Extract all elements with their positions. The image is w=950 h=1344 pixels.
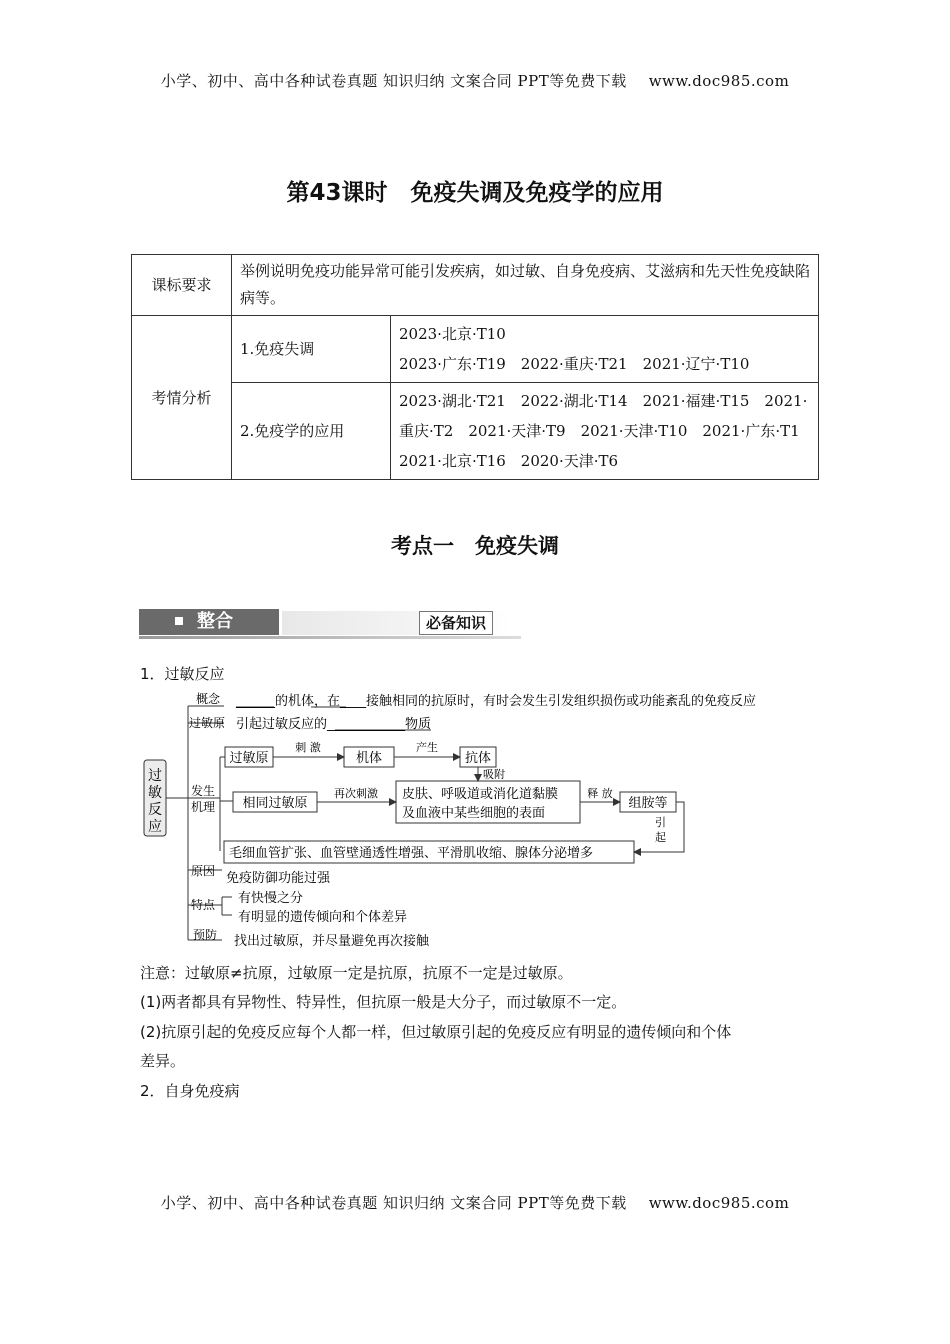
- arrow-label: 再次刺激: [334, 787, 378, 800]
- note-text: (2)抗原引起的免疫反应每个人都一样，但过敏原引起的免疫反应有明显的遗传倾向和个体: [140, 1023, 732, 1041]
- arrow-label: 刺 激: [295, 741, 321, 754]
- adsorb-label: 吸附: [483, 768, 505, 781]
- root-char: 反: [148, 802, 162, 818]
- banner-main: 整合: [139, 609, 279, 635]
- root-char: 敏: [148, 785, 162, 801]
- box-antibody: 抗体: [464, 751, 492, 766]
- feature-label: 特点: [191, 898, 216, 912]
- page-footer: 小学、初中、高中各种试卷真题 知识归纳 文案合同 PPT等免费下载 www.doc985.com: [160, 1194, 790, 1212]
- table-cell: 2.免疫学的应用: [232, 383, 391, 480]
- mech-label: 发生: [191, 784, 216, 798]
- box-effects: 毛细血管扩张、血管壁通透性增强、平滑肌收缩、腺体分泌增多: [229, 846, 594, 861]
- arrow-label: 产生: [416, 741, 438, 754]
- page-header: 小学、初中、高中各种试卷真题 知识归纳 文案合同 PPT等免费下载 www.doc985.com: [160, 72, 790, 90]
- mech-label: 机理: [191, 800, 216, 814]
- concept-label: 概念: [196, 692, 221, 706]
- allergen-label: 过敏原: [189, 716, 226, 730]
- feature-text: 有明显的遗传倾向和个体差异: [238, 910, 408, 925]
- item-heading: 2．自身免疫病: [140, 1082, 240, 1100]
- reason-text: 免疫防御功能过强: [226, 871, 331, 886]
- table-cell: 1.免疫失调: [232, 316, 391, 383]
- box-histamine: 组胺等: [628, 796, 668, 811]
- cause-char: 起: [655, 831, 666, 844]
- prevent-text: 找出过敏原，并尽量避免再次接触: [234, 934, 430, 949]
- box-same-allergen: 相同过敏原: [242, 796, 308, 811]
- box-allergen: 过敏原: [229, 751, 269, 766]
- table-label: 课标要求: [132, 255, 232, 316]
- reason-label: 原因: [191, 864, 216, 878]
- box-surface: 及血液中某些细胞的表面: [402, 806, 546, 821]
- section-title: 考点一 免疫失调: [391, 534, 559, 558]
- note-text: 注意：过敏原≠抗原，过敏原一定是抗原，抗原不一定是过敏原。: [140, 964, 573, 982]
- banner-tag: 必备知识: [419, 611, 493, 635]
- cause-char: 引: [655, 816, 666, 829]
- box-surface: 皮肤、呼吸道或消化道黏膜: [402, 787, 559, 802]
- prevent-label: 预防: [193, 928, 218, 942]
- box-body: 机体: [355, 751, 383, 766]
- note-text: (1)两者都具有异物性、特异性，但抗原一般是大分子，而过敏原不一定。: [140, 993, 627, 1011]
- allergen-text: 引起过敏反应的____________物质: [236, 717, 432, 732]
- feature-text: 有快慢之分: [238, 891, 304, 906]
- table-cell: 举例说明免疫功能异常可能引发疾病，如过敏、自身免疫病、艾滋病和先天性免疫缺陷病等。: [232, 255, 819, 316]
- item-heading: 1．过敏反应: [140, 665, 225, 683]
- table-cell: 2023·北京·T10 2023·广东·T19 2022·重庆·T21 2021·辽宁·T10: [391, 316, 819, 383]
- root-char: 应: [148, 819, 162, 835]
- arrow-label: 释 放: [587, 787, 613, 800]
- note-text: 差异。: [140, 1052, 186, 1070]
- page-title: 第43课时 免疫失调及免疫学的应用: [286, 180, 664, 206]
- table-label: 考情分析: [132, 316, 232, 480]
- root-char: 过: [148, 768, 162, 784]
- concept-text: ______的机体，在____接触相同的抗原时，有时会发生引发组织损伤或功能紊乱的免疫反应: [236, 694, 757, 709]
- table-cell: 2023·湖北·T21 2022·湖北·T14 2021·福建·T15 2021· 重庆·T2 2021·天津·T9 2021·天津·T10 2021·广东·T1 2021·北京·T16 2020·天津·T6: [391, 383, 819, 480]
